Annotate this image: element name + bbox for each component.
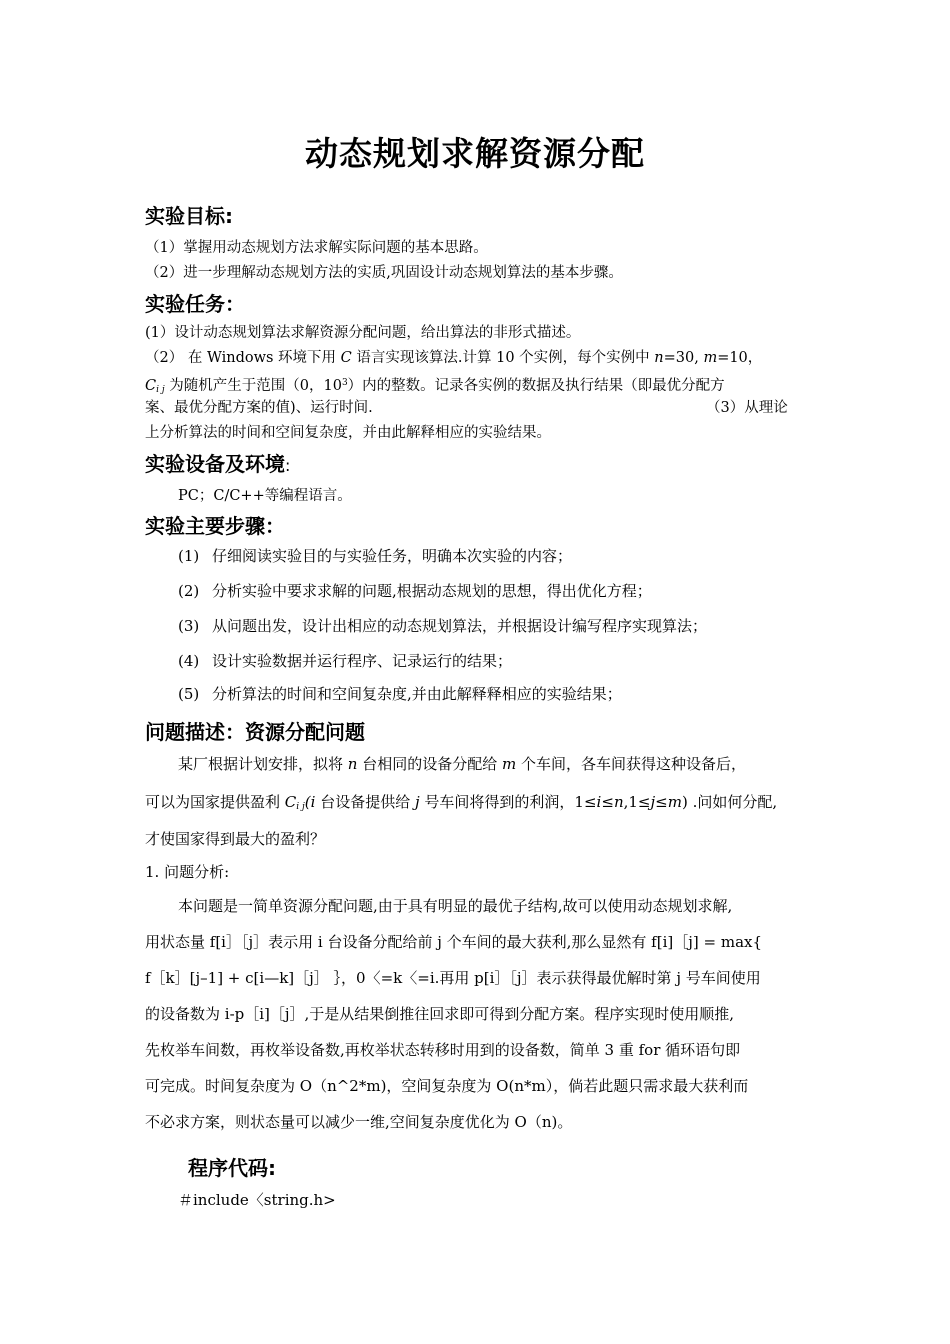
task-line: 上分析算法的时间和空间复杂度，并由此解释相应的实验结果。 xyxy=(145,425,551,441)
analysis-line: 不必求方案，则状态量可以减少一维,空间复杂度优化为 O（n)。 xyxy=(145,1113,573,1131)
equipment-heading: 实验设备及环境: xyxy=(145,452,291,476)
steps-heading: 实验主要步骤： xyxy=(145,514,285,538)
analysis-line: 用状态量 f[i］［j］表示用 i 台设备分配给前 j 个车间的最大获利,那么显然有 f[i]［j] = max{ xyxy=(145,933,763,951)
task-line: （2） 在 Windows 环境下用 C 语言实现该算法.计算 10 个实例，每个实例中 n=30, m=10， xyxy=(145,350,763,366)
analysis-heading: 1. 问题分析: xyxy=(145,863,230,881)
analysis-line: 可完成。时间复杂度为 O（n^2*m)，空间复杂度为 O(n*m），倘若此题只需求最大获利而 xyxy=(145,1077,749,1095)
step-item: (3) 从问题出发，设计出相应的动态规划算法，并根据设计编写程序实现算法； xyxy=(178,617,708,635)
code-line: ＃include〈string.h> xyxy=(178,1191,336,1209)
analysis-line: 本问题是一简单资源分配问题,由于具有明显的最优子结构,故可以使用动态规划求解, xyxy=(178,897,733,915)
analysis-line: 先枚举车间数，再枚举设备数,再枚举状态转移时用到的设备数，简单 3 重 for 循环语句即 xyxy=(145,1041,741,1059)
task-line: (1）设计动态规划算法求解资源分配问题，给出算法的非形式描述。 xyxy=(145,325,581,341)
step-item: (1) 仔细阅读实验目的与实验任务，明确本次实验的内容； xyxy=(178,547,573,565)
step-item: (5) 分析算法的时间和空间复杂度,并由此解释释相应的实验结果； xyxy=(178,685,622,703)
code-heading: 程序代码: xyxy=(188,1156,276,1180)
step-item: (2) 分析实验中要求求解的问题,根据动态规划的思想，得出优化方程； xyxy=(178,582,652,600)
objective-item: （1）掌握用动态规划方法求解实际问题的基本思路。 xyxy=(145,240,488,256)
step-item: (4) 设计实验数据并运行程序、记录运行的结果； xyxy=(178,652,513,670)
equipment-text: PC；C/C++等编程语言。 xyxy=(178,488,352,504)
task-line: （3）从理论 xyxy=(706,400,788,416)
problem-line: 可以为国家提供盈利 $C_{i j}(i$ 台设备提供给 j 号车间将得到的利润，1≤i≤n,1≤j≤m) .问如何分配, xyxy=(145,793,778,812)
task-line: $C_{i j}$ 为随机产生于范围（0，$10^3$）内的整数。记录各实例的数据及执行结果（即最优分配方 xyxy=(145,378,725,395)
analysis-line: f［k］[j–1] + c[i—k]［j］ ｝，0〈=k〈=i.再用 p[i］［j］表示获得最优解时第 j 号车间使用 xyxy=(145,969,761,987)
task-heading: 实验任务： xyxy=(145,292,245,316)
task-line: 案、最优分配方案的值)、运行时间. xyxy=(145,400,373,416)
objective-item: （2）进一步理解动态规划方法的实质,巩固设计动态规划算法的基本步骤。 xyxy=(145,265,623,281)
page-title: 动态规划求解资源分配 xyxy=(305,134,645,173)
objective-heading: 实验目标: xyxy=(145,204,233,228)
problem-line: 某厂根据计划安排，拟将 n 台相同的设备分配给 m 个车间，各车间获得这种设备后， xyxy=(178,755,747,773)
problem-line: 才使国家得到最大的盈利？ xyxy=(145,830,326,848)
problem-heading: 问题描述：资源分配问题 xyxy=(145,720,365,744)
analysis-line: 的设备数为 i-p［i]［j］,于是从结果倒推往回求即可得到分配方案。程序实现时使用顺推, xyxy=(145,1005,735,1023)
